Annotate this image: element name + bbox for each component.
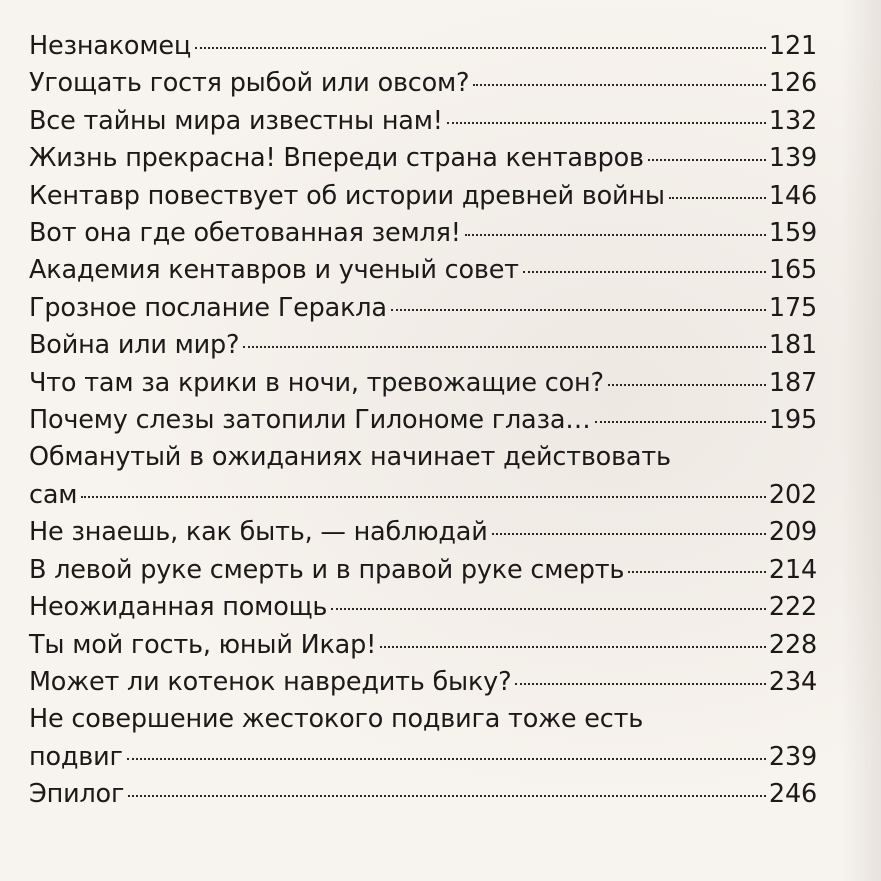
toc-entry[interactable] bbox=[29, 439, 817, 514]
toc-entry-title: Может ли котенок навредить быку? bbox=[29, 666, 512, 697]
toc-entry[interactable] bbox=[29, 215, 817, 252]
dot-leader bbox=[128, 795, 766, 797]
toc-entry-page: 202 bbox=[768, 479, 817, 510]
dot-leader bbox=[523, 271, 766, 273]
toc-entry-title: Эпилог bbox=[29, 779, 125, 810]
toc-entry-page: 195 bbox=[768, 405, 817, 436]
dot-leader bbox=[648, 159, 766, 161]
toc-entry-page: 139 bbox=[768, 143, 817, 174]
toc-entry-title: Почему слезы затопили Гилономе глаза… bbox=[29, 405, 591, 436]
toc-entry[interactable] bbox=[29, 627, 817, 664]
toc-entry-title: Кентавр повествует об истории древней войны bbox=[29, 180, 665, 211]
toc-entry-title-line2: сам bbox=[29, 479, 78, 510]
toc-entry[interactable] bbox=[29, 103, 817, 140]
toc-entry[interactable] bbox=[29, 664, 817, 701]
dot-leader bbox=[380, 646, 766, 648]
toc-entry-page: 209 bbox=[768, 517, 817, 548]
toc-entry-title: Неожиданная помощь bbox=[29, 592, 328, 623]
dot-leader bbox=[473, 84, 766, 86]
dot-leader bbox=[465, 234, 766, 236]
toc-entry-title: Ты мой гость, юный Икар! bbox=[29, 629, 377, 660]
toc-entry[interactable] bbox=[29, 178, 817, 215]
toc-entry[interactable] bbox=[29, 701, 817, 776]
toc-entry-title: В левой руке смерть и в правой руке смерть bbox=[29, 554, 625, 585]
dot-leader bbox=[391, 309, 766, 311]
dot-leader bbox=[492, 533, 766, 535]
toc-entry-page: 132 bbox=[768, 105, 817, 136]
toc-entry-title: Все тайны мира известны нам! bbox=[29, 105, 443, 136]
toc-entry-title-line1: Обманутый в ожиданиях начинает действовать bbox=[29, 442, 671, 473]
toc-entry[interactable] bbox=[29, 140, 817, 177]
toc-entry-page: 246 bbox=[768, 779, 817, 810]
toc-entry-title: Грозное послание Геракла bbox=[29, 292, 387, 323]
dot-leader bbox=[195, 47, 766, 49]
toc-entry[interactable] bbox=[29, 365, 817, 402]
toc-entry-title: Вот она где обетованная земля! bbox=[29, 218, 461, 249]
toc-entry-title: Незнакомец bbox=[29, 31, 192, 61]
dot-leader bbox=[628, 571, 766, 573]
toc-entry-page: 222 bbox=[768, 592, 817, 623]
toc-entry-page: 214 bbox=[768, 554, 817, 585]
toc-entry-page: 239 bbox=[768, 741, 817, 772]
toc-entry-title: Угощать гостя рыбой или овсом? bbox=[29, 68, 470, 99]
toc-entry-page: 165 bbox=[768, 255, 817, 286]
toc-entry-title: Война или мир? bbox=[29, 330, 240, 361]
toc-entry-title: Жизнь прекрасна! Впереди страна кентавров bbox=[29, 143, 644, 174]
toc-entry-page: 126 bbox=[768, 68, 817, 99]
toc-entry-title: Что там за крики в ночи, тревожащие сон? bbox=[29, 367, 604, 398]
toc-entry-title-line1: Не совершение жестокого подвига тоже есть bbox=[29, 704, 644, 735]
toc-entry[interactable] bbox=[29, 552, 817, 589]
toc-entry-page: 146 bbox=[768, 180, 817, 211]
toc-entry[interactable] bbox=[29, 514, 817, 551]
toc-entry[interactable] bbox=[29, 776, 817, 813]
toc-entry-page: 228 bbox=[768, 629, 817, 660]
dot-leader bbox=[243, 346, 766, 348]
toc-entry-title: Не знаешь, как быть, — наблюдай bbox=[29, 517, 488, 548]
toc-entry-page: 234 bbox=[768, 666, 817, 697]
toc-entry-page: 121 bbox=[768, 31, 817, 61]
table-of-contents bbox=[29, 28, 817, 814]
toc-entry[interactable] bbox=[29, 589, 817, 626]
toc-entry-page: 175 bbox=[768, 292, 817, 323]
toc-entry-title: Академия кентавров и ученый совет bbox=[29, 255, 519, 286]
dot-leader bbox=[331, 608, 766, 610]
toc-entry-title-line2: подвиг bbox=[29, 741, 123, 772]
toc-entry-page: 159 bbox=[768, 218, 817, 249]
toc-entry[interactable] bbox=[29, 252, 817, 289]
dot-leader bbox=[127, 758, 766, 760]
toc-entry[interactable] bbox=[29, 327, 817, 364]
dot-leader bbox=[669, 197, 766, 199]
toc-entry-page: 181 bbox=[768, 330, 817, 361]
toc-entry[interactable] bbox=[29, 402, 817, 439]
dot-leader bbox=[608, 384, 766, 386]
toc-entry[interactable] bbox=[29, 28, 817, 65]
dot-leader bbox=[447, 122, 766, 124]
toc-entry[interactable] bbox=[29, 65, 817, 102]
dot-leader bbox=[595, 421, 766, 423]
toc-entry-page: 187 bbox=[768, 367, 817, 398]
dot-leader bbox=[81, 496, 766, 498]
page-edge-shadow bbox=[841, 0, 881, 881]
dot-leader bbox=[515, 683, 766, 685]
toc-entry[interactable] bbox=[29, 290, 817, 327]
